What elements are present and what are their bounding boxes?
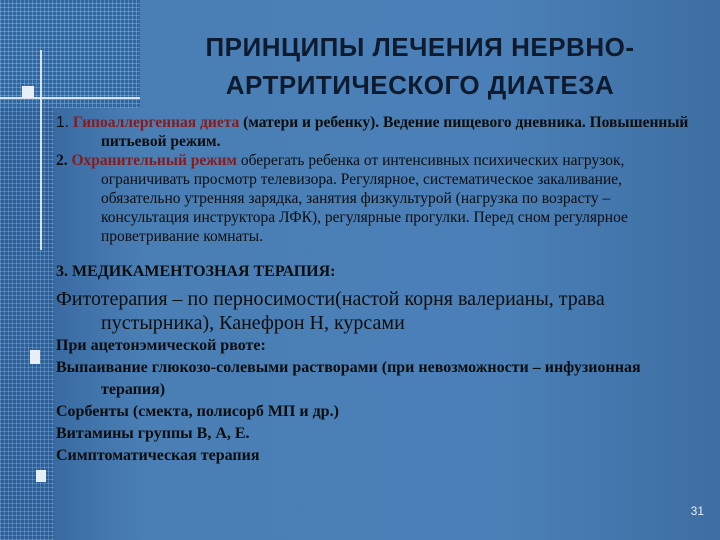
slide-content: [56, 113, 696, 467]
item-diet: [56, 113, 696, 151]
item-number: 1.: [56, 114, 69, 131]
top-left-decor-grid: [0, 0, 140, 108]
item-text: (матери и ребенку). Ведение пищевого дневника. Повышенный питьевой режим.: [101, 114, 689, 150]
item-vitamins: Витамины группы В, А, Е.: [56, 425, 250, 442]
item-sorbents: Сорбенты (смекта, полисорб МП и др.): [56, 403, 339, 420]
item-medication-heading: 3. МЕДИКАМЕНТОЗНАЯ ТЕРАПИЯ:: [56, 263, 336, 280]
highlight-diet: Гипоаллергенная диета: [72, 114, 240, 131]
item-rehydration: Выпаивание глюкозо-солевыми растворами (при невозможности – инфузионная терапия): [56, 359, 641, 398]
highlight-regime: Охранительный режим: [71, 152, 237, 169]
slide-title: [120, 28, 720, 104]
decor-square: [30, 350, 40, 364]
decor-square: [22, 86, 34, 98]
item-acetonemic-vomiting: При ацетонэмической рвоте:: [56, 337, 266, 354]
item-symptomatic: Симптоматическая терапия: [56, 447, 260, 464]
decor-vertical-line: [40, 50, 42, 250]
title-line-2: АРТРИТИЧЕСКОГО ДИАТЕЗА: [225, 70, 615, 100]
item-text: оберегать ребенка от интенсивных психических нагрузок, ограничивать просмотр телевизора. Регулярное, систематическое закаливание, обязательно утренняя зарядка, занятия физкультурой (нагрузка по возрасту – консультация инструктора ЛФК), регулярные прогулки. Перед сном регулярное проветривание комнаты.: [101, 152, 628, 245]
item-regime: [56, 151, 696, 246]
decor-square: [36, 470, 46, 482]
page-number: 31: [690, 504, 704, 518]
title-line-1: ПРИНЦИПЫ ЛЕЧЕНИЯ НЕРВНО-: [205, 32, 635, 62]
decor-horizontal-line: [0, 97, 140, 99]
item-phytotherapy: Фитотерапия – по перносимости(настой корня валерианы, трава пустырника), Канефрон Н, курсами: [56, 288, 605, 334]
item-number: 2.: [56, 152, 68, 169]
